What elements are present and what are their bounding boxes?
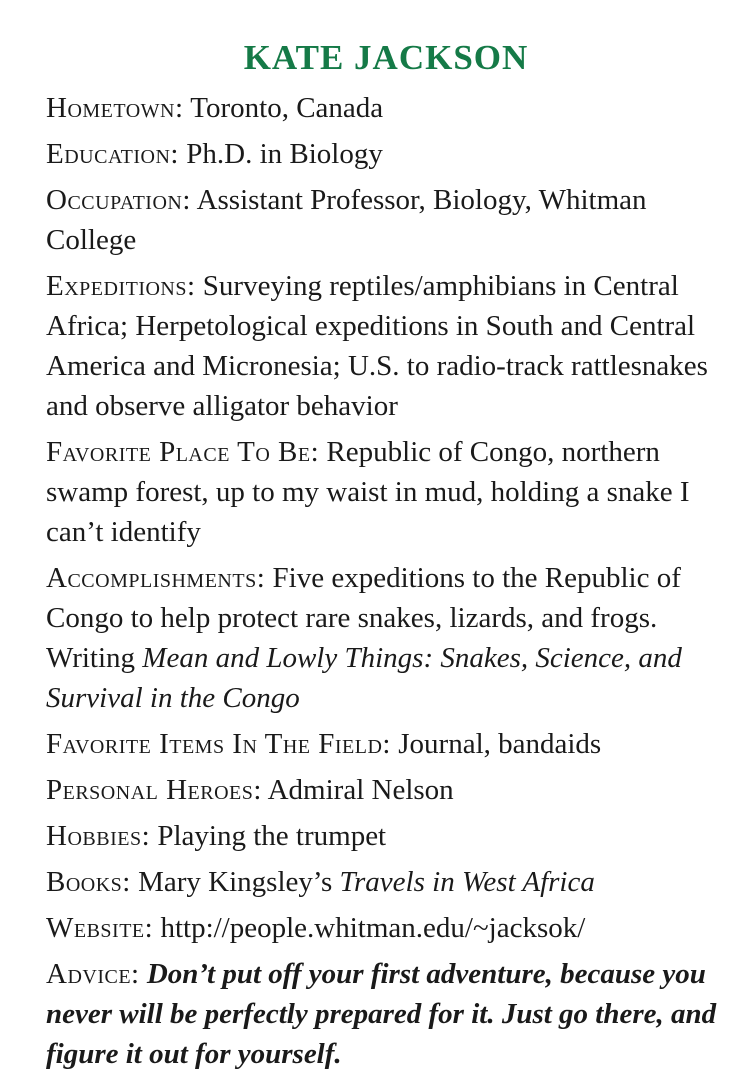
books-author: Mary Kingsley’s	[138, 866, 333, 898]
occupation-entry	[46, 180, 726, 260]
occupation-value: Assistant Professor, Biology, Whitman College	[46, 184, 647, 256]
hometown-value: Toronto, Canada	[190, 92, 384, 124]
accomplishments-label: Accomplishments:	[46, 562, 266, 594]
favorite-items-entry	[46, 724, 726, 764]
personal-heroes-value: Admiral Nelson	[267, 774, 454, 806]
website-label: Website:	[46, 912, 154, 944]
profile-card	[46, 30, 726, 1080]
hobbies-label: Hobbies:	[46, 820, 151, 852]
hobbies-entry	[46, 816, 726, 856]
education-entry	[46, 134, 726, 174]
expeditions-value: Surveying reptiles/amphibians in Central Africa; Herpetological expeditions in South and Central America and Micronesia; U.S. to radio-track rattlesnakes and observe alligator behavior	[46, 270, 708, 422]
books-title: Travels in West Africa	[339, 866, 595, 898]
favorite-items-value: Journal, bandaids	[398, 728, 602, 760]
favorite-place-value: Republic of Congo, northern swamp forest, up to my waist in mud, holding a snake I can’t identify	[46, 436, 690, 548]
accomplishments-entry	[46, 558, 726, 718]
advice-value: Don’t put off your first adventure, because you never will be perfectly prepared for it. Just go there, and figure it out for yourself.	[46, 958, 717, 1070]
website-value: http://people.whitman.edu/~jacksok/	[160, 912, 586, 944]
accomplishments-book-title: Mean and Lowly Things: Snakes, Science, and Survival in the Congo	[46, 642, 682, 714]
hometown-label: Hometown:	[46, 92, 184, 124]
expeditions-entry	[46, 266, 726, 426]
advice-entry	[46, 954, 726, 1074]
favorite-items-label: Favorite Items In The Field:	[46, 728, 391, 760]
education-value: Ph.D. in Biology	[186, 138, 383, 170]
education-label: Education:	[46, 138, 179, 170]
hobbies-value: Playing the trumpet	[157, 820, 387, 852]
books-entry	[46, 862, 726, 902]
occupation-label: Occupation:	[46, 184, 191, 216]
books-label: Books:	[46, 866, 131, 898]
advice-label: Advice:	[46, 958, 140, 990]
website-entry	[46, 908, 726, 948]
hometown-entry	[46, 88, 726, 128]
personal-heroes-label: Personal Heroes:	[46, 774, 262, 806]
accomplishments-value: Five expeditions to the Republic of Congo to help protect rare snakes, lizards, and frogs. Writing	[46, 562, 681, 674]
profile-name: KATE JACKSON	[243, 38, 529, 77]
favorite-place-entry	[46, 432, 726, 552]
expeditions-label: Expeditions:	[46, 270, 196, 302]
favorite-place-label: Favorite Place To Be:	[46, 436, 320, 468]
personal-heroes-entry	[46, 770, 726, 810]
